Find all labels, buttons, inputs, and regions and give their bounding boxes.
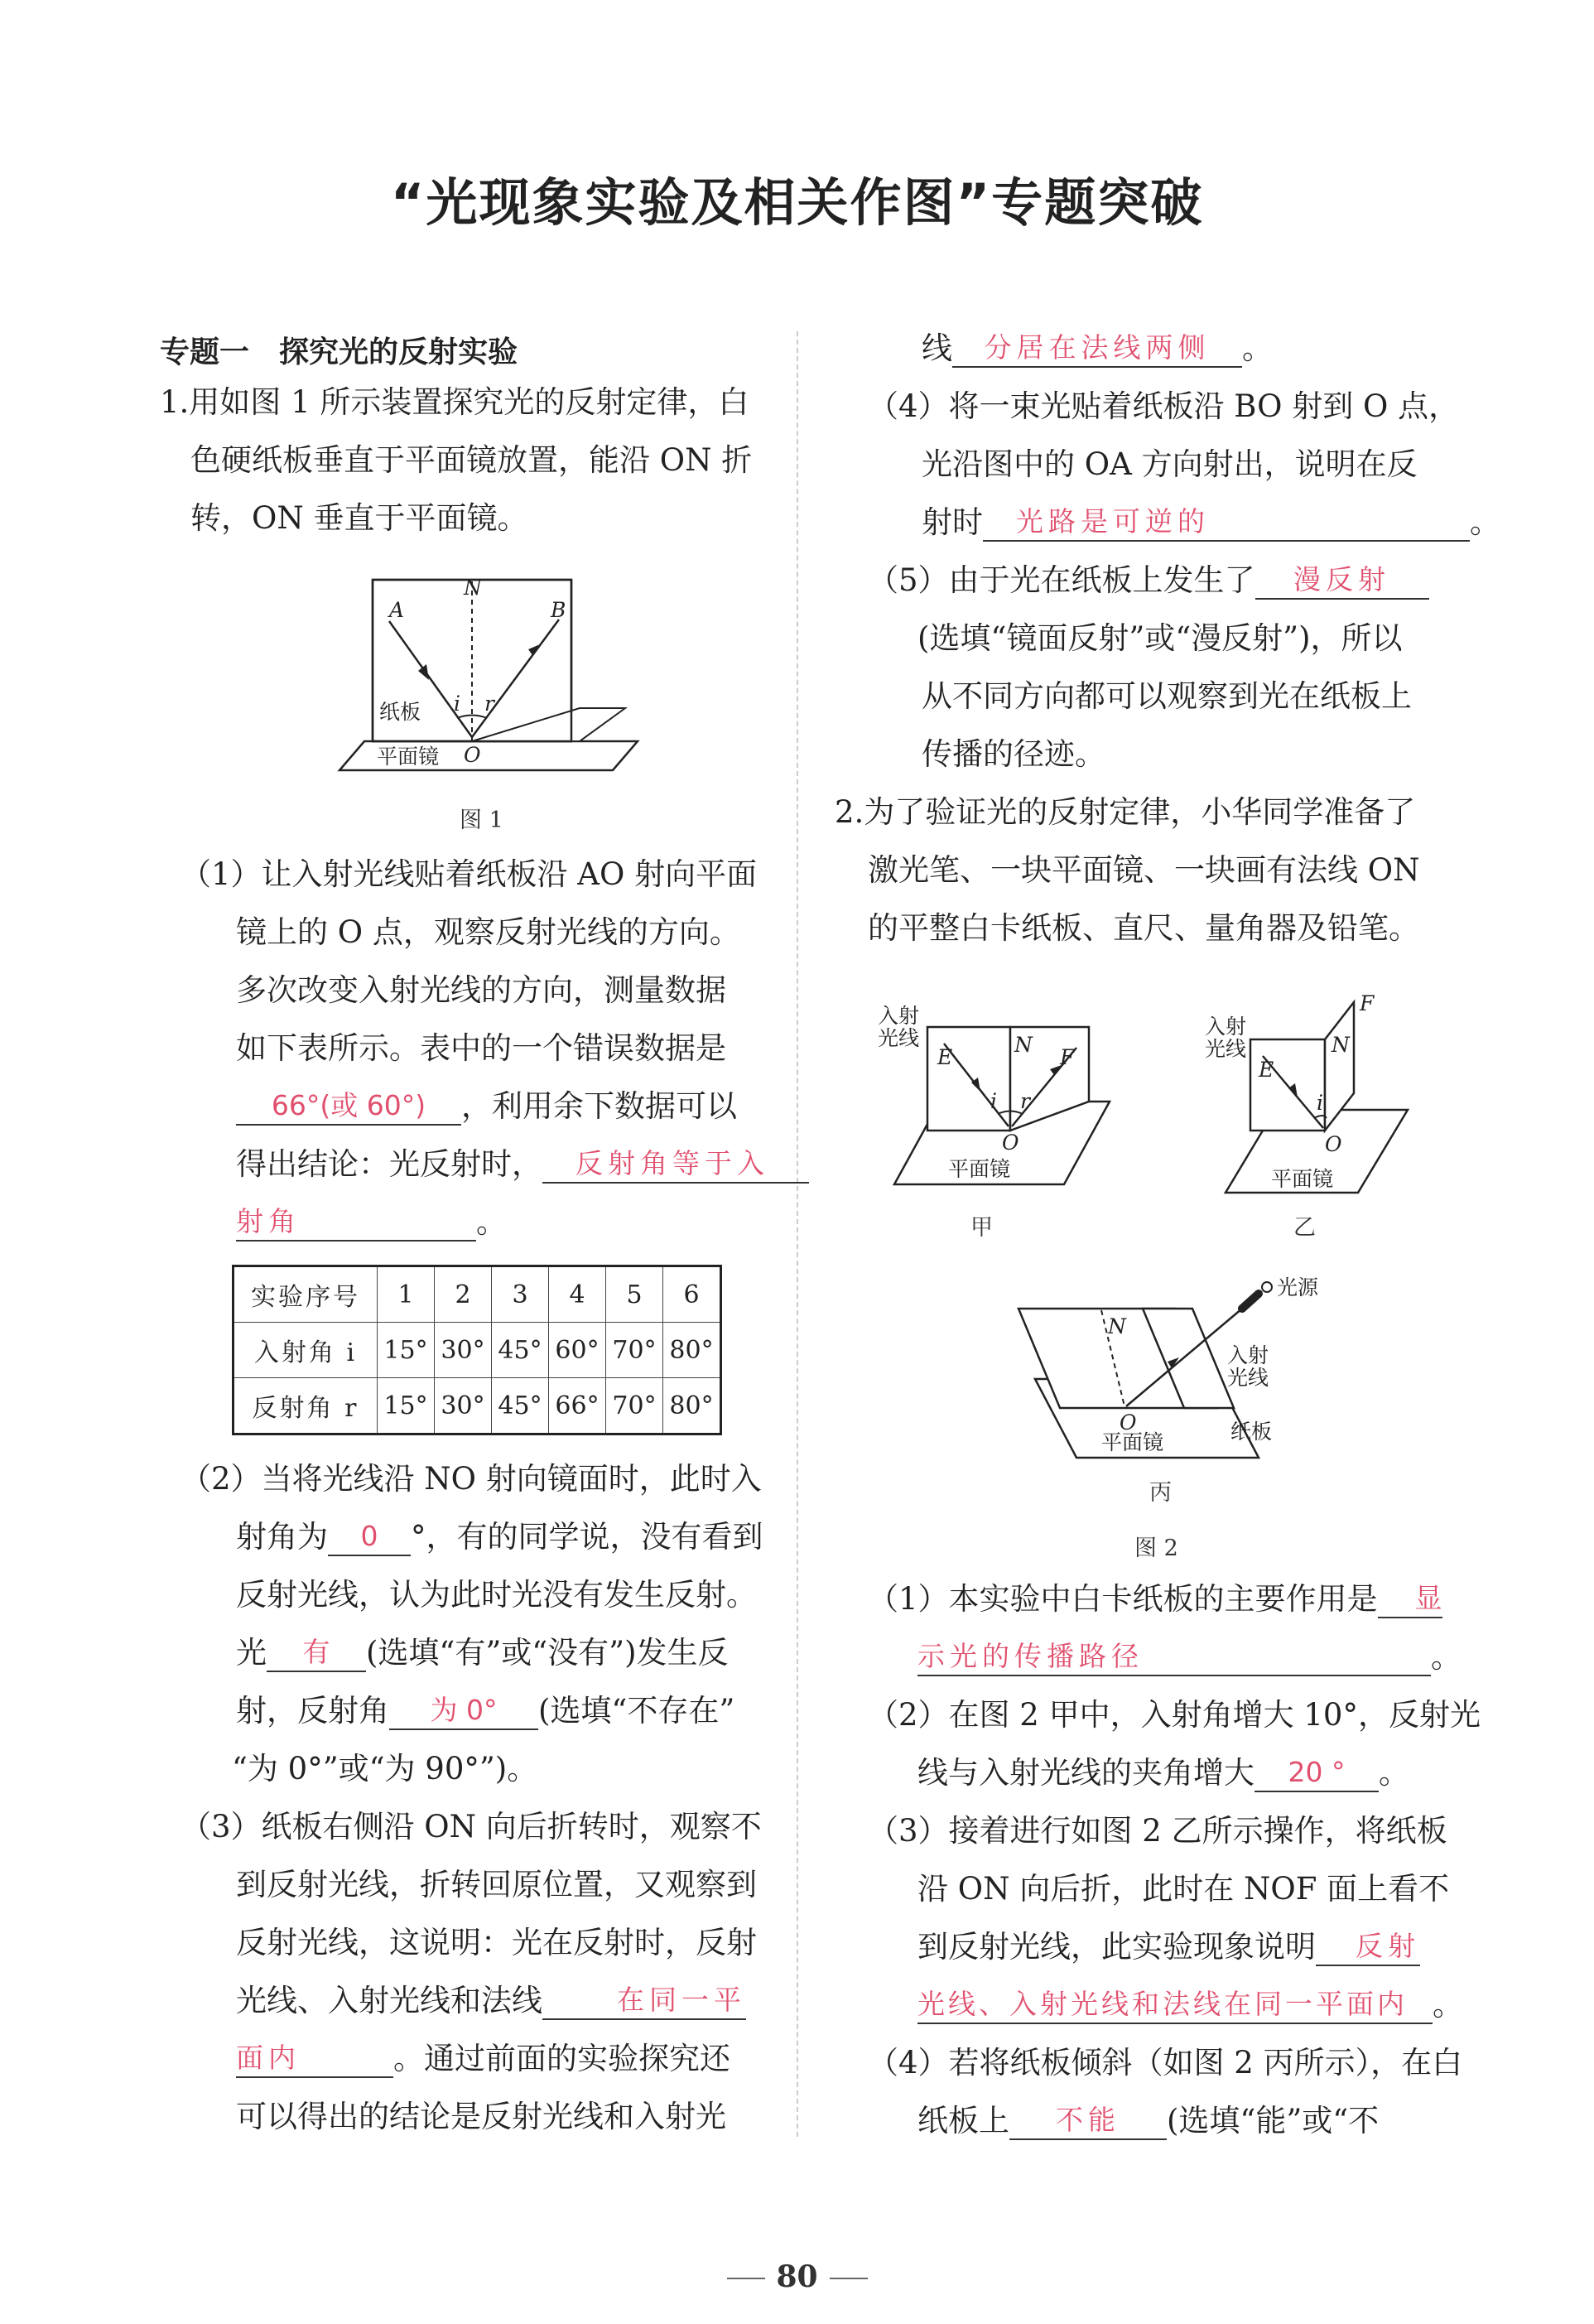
q1-p1-line3: 多次改变入射光线的方向，测量数据: [236, 972, 726, 1008]
figure-2-caption: 图 2: [1134, 1536, 1178, 1561]
column-divider: [797, 331, 798, 2137]
q2-p4-line1: （4）若将纸板倾斜（如图 2 丙所示），在白: [868, 2045, 1463, 2081]
laser-pen: [1242, 1294, 1259, 1309]
label-mirror: 平面镜: [1271, 1167, 1334, 1191]
table-cell: 70°: [606, 1378, 663, 1434]
q2-p2-line1: （2）在图 2 甲中，入射角增大 10°，反射光: [868, 1697, 1481, 1733]
q2-intro-line3: 的平整白卡纸板、直尺、量角器及铅笔。: [868, 910, 1419, 946]
board-F-folded: [1325, 1002, 1354, 1131]
page-title: “光现象实验及相关作图”专题突破: [390, 172, 1204, 233]
label-O: O: [464, 743, 481, 767]
q2-p2-line2: 线与入射光线的夹角增大 20 ° 。: [917, 1755, 1409, 1791]
q1-p3-line2: 到反射光线，折转回原位置，又观察到: [236, 1867, 757, 1902]
q1-p1-line7: 射角 。: [236, 1204, 507, 1240]
q2-intro-line2: 激光笔、一块平面镜、一块画有法线 ON: [868, 852, 1420, 888]
label-mirror: 平面镜: [377, 745, 440, 769]
label-N: N: [1108, 1314, 1126, 1338]
label-light-source: 光源: [1277, 1275, 1319, 1299]
label-r: r: [484, 692, 494, 716]
q1-p2-line5: 射，反射角 为 0° (选填“不存在”: [236, 1693, 735, 1729]
fig-jia-caption: 甲: [970, 1215, 993, 1241]
q1-intro-line3: 转，ON 垂直于平面镜。: [190, 500, 528, 536]
table-header: 实验序号: [234, 1266, 378, 1323]
label-E: E: [1259, 1058, 1274, 1082]
table-header: 1: [378, 1266, 435, 1323]
answer-blank-has-reflection[interactable]: 有: [267, 1634, 366, 1672]
table-cell: 66°: [549, 1378, 606, 1434]
q1-p2-line4: 光 有 (选填“有”或“没有”)发生反: [236, 1635, 729, 1671]
answer-blank-purpose-a[interactable]: 显: [1378, 1580, 1442, 1618]
figure-2-jia-diagram: [878, 1002, 1118, 1193]
table-header: 5: [606, 1266, 663, 1323]
q1-p4-line2: 光沿图中的 OA 方向射出，说明在反: [922, 446, 1418, 482]
answer-blank-same-plane-b[interactable]: 面内: [236, 2040, 393, 2078]
q1-intro-line2: 色硬纸板垂直于平面镜放置，能沿 ON 折: [190, 442, 753, 478]
label-N: N: [464, 576, 482, 600]
answer-blank-purpose-b[interactable]: 示光的传播路径: [917, 1638, 1431, 1676]
q1-p4-line3: 射时 光路是可逆的 。: [922, 504, 1500, 540]
q1-p3-line1: （3）纸板右侧沿 ON 向后折转时，观察不: [181, 1809, 762, 1844]
figure-2-yi-diagram: [1201, 994, 1424, 1201]
label-A: A: [389, 598, 405, 622]
q1-p5-line1: （5）由于光在纸板上发生了 漫反射: [868, 562, 1429, 600]
q2-p3-line4: 光线、入射光线和法线在同一平面内 。: [917, 1987, 1463, 2023]
label-N: N: [1014, 1033, 1033, 1057]
label-i: i: [990, 1089, 997, 1113]
answer-blank-conclusion-a[interactable]: 反射角等于入: [542, 1145, 809, 1184]
answer-blank-coplanar-a[interactable]: 反射: [1316, 1928, 1420, 1966]
q1-p5-line2: (选填“镜面反射”或“漫反射”)，所以: [917, 620, 1403, 656]
q2-p1-line2: 示光的传播路径 。: [917, 1639, 1462, 1675]
figure-1-diagram: [331, 571, 646, 787]
label-O: O: [1325, 1132, 1342, 1156]
answer-blank-conclusion-b[interactable]: 射角: [236, 1203, 476, 1242]
label-incident-2: 光线: [1227, 1366, 1269, 1390]
q2-p1-line1: （1）本实验中白卡纸板的主要作用是 显: [868, 1581, 1442, 1617]
answer-blank-error-data[interactable]: 66°(或 60°): [236, 1087, 461, 1126]
q1-intro-line1: 1.用如图 1 所示装置探究光的反射定律，白: [160, 384, 749, 420]
answer-blank-angle-increase[interactable]: 20 °: [1254, 1754, 1379, 1792]
table-cell: 15°: [378, 1378, 435, 1434]
q2-p3-line3: 到反射光线，此实验现象说明 反射: [917, 1929, 1420, 1965]
answer-blank-diffuse[interactable]: 漫反射: [1255, 562, 1429, 600]
label-board: 纸板: [1230, 1420, 1273, 1444]
label-incident-1: 入射: [1205, 1015, 1247, 1039]
q1-p1-conclusion-text: 得出结论：光反射时，: [236, 1146, 542, 1182]
q1-p3-line7: 线 分居在法线两侧 。: [922, 330, 1273, 366]
answer-blank-coplanar-b[interactable]: 光线、入射光线和法线在同一平面内: [917, 1986, 1433, 2024]
q2-p3-line2: 沿 ON 向后折，此时在 NOF 面上看不: [917, 1871, 1450, 1907]
q1-p1-text: ，利用余下数据可以: [461, 1088, 737, 1124]
board-E: [927, 1027, 1010, 1131]
label-board: 纸板: [379, 700, 421, 724]
table-cell: 30°: [435, 1323, 492, 1378]
table-cell: 80°: [663, 1378, 721, 1434]
label-N: N: [1332, 1033, 1350, 1057]
page-number-dash-right: [830, 2278, 868, 2279]
answer-blank-incidence-angle[interactable]: 0: [328, 1518, 411, 1556]
table-header: 6: [663, 1266, 721, 1323]
answer-blank-reversible[interactable]: 光路是可逆的: [983, 504, 1470, 542]
figure-2-bing-diagram: [1010, 1275, 1341, 1474]
table-cell: 入射角 i: [234, 1323, 378, 1378]
q1-p4-line1: （4）将一束光贴着纸板沿 BO 射到 O 点，: [868, 388, 1460, 424]
label-i: i: [1317, 1091, 1323, 1115]
q1-p5-line4: 传播的径迹。: [922, 736, 1105, 772]
label-O: O: [1002, 1131, 1019, 1155]
q1-p3-line4: 光线、入射光线和法线 在同一平: [236, 1983, 746, 2018]
fig-yi-caption: 乙: [1293, 1215, 1316, 1241]
figure-1-caption: 图 1: [460, 808, 503, 833]
q2-intro-line1: 2.为了验证光的反射定律，小华同学准备了: [835, 794, 1416, 830]
table-row: [234, 1378, 721, 1434]
label-incident-2: 光线: [878, 1026, 920, 1050]
q1-p1-line4: 如下表所示。表中的一个错误数据是: [236, 1030, 726, 1066]
table-row: [234, 1266, 721, 1323]
label-F: F: [1360, 994, 1375, 1015]
q1-p3-line5: 面内 。通过前面的实验探究还: [236, 2041, 730, 2076]
table-cell: 45°: [492, 1323, 549, 1378]
label-B: B: [551, 598, 566, 622]
table-cell: 反射角 r: [234, 1378, 378, 1434]
table-header: 4: [549, 1266, 606, 1323]
label-incident-1: 入射: [878, 1004, 920, 1028]
table-row: [234, 1323, 721, 1378]
table-cell: 15°: [378, 1323, 435, 1378]
q1-p1-line2: 镜上的 O 点，观察反射光线的方向。: [236, 914, 740, 950]
q1-p3-line6: 可以得出的结论是反射光线和入射光: [236, 2099, 726, 2134]
label-r: r: [1020, 1089, 1030, 1113]
q1-p1-line6: [236, 1145, 809, 1184]
table-cell: 80°: [663, 1323, 721, 1378]
q1-p2-line2: 射角为 0 °，有的同学说，没有看到: [236, 1519, 763, 1555]
q1-p5-line3: 从不同方向都可以观察到光在纸板上: [922, 678, 1412, 714]
answer-blank-same-plane-a[interactable]: 在同一平: [542, 1982, 746, 2020]
label-O: O: [1120, 1410, 1137, 1434]
q2-p3-line1: （3）接着进行如图 2 乙所示操作，将纸板: [868, 1813, 1447, 1849]
label-mirror: 平面镜: [948, 1157, 1011, 1181]
answer-blank-reflection-angle[interactable]: 为 0°: [389, 1692, 538, 1730]
table-header: 2: [435, 1266, 492, 1323]
q1-p3-line3: 反射光线，这说明：光在反射时，反射: [236, 1925, 757, 1960]
page-number: 80: [776, 2259, 818, 2294]
q1-p2-line6: “为 0°”或“为 90°”)。: [232, 1751, 538, 1786]
table-cell: 45°: [492, 1378, 549, 1434]
answer-blank-opposite-sides[interactable]: 分居在法线两侧: [952, 330, 1242, 368]
q1-p2-line1: （2）当将光线沿 NO 射向镜面时，此时入: [181, 1461, 762, 1497]
label-i: i: [454, 692, 460, 716]
table-cell: 30°: [435, 1378, 492, 1434]
label-incident-2: 光线: [1205, 1037, 1247, 1061]
table-cell: 60°: [549, 1323, 606, 1378]
fig-bing-caption: 丙: [1149, 1480, 1172, 1506]
q2-p4-line2: 纸板上 不能 (选填“能”或“不: [917, 2103, 1380, 2138]
answer-blank-can-observe[interactable]: 不能: [1009, 2102, 1167, 2140]
q1-p1-line1: （1）让入射光线贴着纸板沿 AO 射向平面: [181, 856, 758, 892]
q1-p1-line5: [236, 1087, 737, 1126]
data-table: [232, 1265, 722, 1435]
section-heading: 专题一 探究光的反射实验: [160, 335, 518, 369]
label-E: E: [937, 1045, 953, 1069]
table-cell: 70°: [606, 1323, 663, 1378]
label-incident-1: 入射: [1227, 1343, 1269, 1367]
label-mirror: 平面镜: [1101, 1430, 1164, 1454]
q1-p2-line3: 反射光线，认为此时光没有发生反射。: [236, 1577, 757, 1613]
label-F: F: [1060, 1045, 1075, 1069]
table-header: 3: [492, 1266, 549, 1323]
